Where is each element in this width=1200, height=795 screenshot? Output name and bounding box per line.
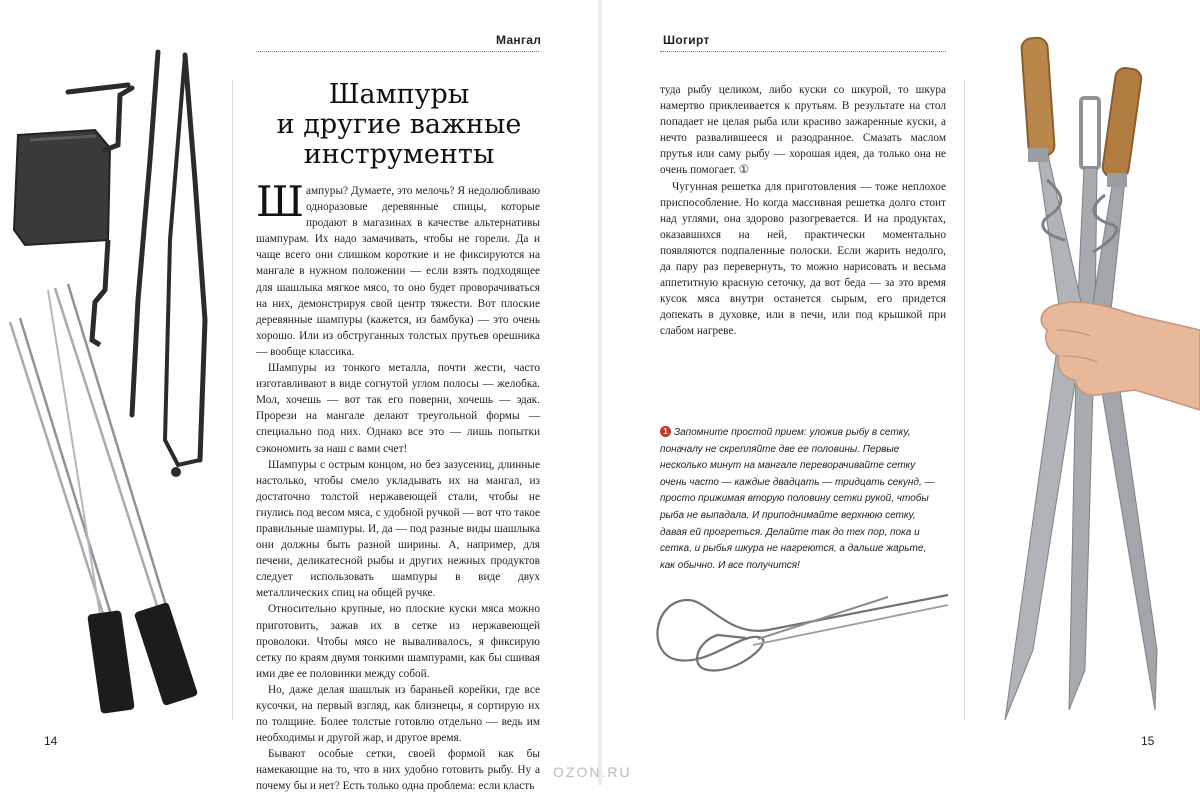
fan-tool-image (14, 85, 132, 345)
running-head-left: Мангал (496, 33, 542, 47)
running-head-right: Шогирт (663, 33, 710, 47)
ozon-watermark: OZON.RU (553, 764, 632, 780)
drop-cap: Ш (256, 177, 304, 226)
paragraph-1-lead: ампуры? Думаете, это мелочь? (305, 185, 455, 197)
tip-note (660, 425, 938, 574)
page-number-left: 14 (44, 734, 58, 748)
tongs-image (132, 52, 205, 477)
book-gutter (598, 0, 602, 785)
wire-skewer-illustration (648, 575, 958, 685)
double-skewers-image (10, 284, 198, 714)
article-column-right (660, 82, 946, 340)
hand-with-skewers-illustration (985, 30, 1200, 730)
column-divider-right (964, 80, 965, 720)
paragraph-1 (256, 177, 541, 360)
header-rule-right (660, 51, 946, 52)
note-text: Запомните простой прием: уложив рыбу в сетку, поначалу не скрепляйте две ее половины. Первые несколько минут на мангале переворачивайте сетку очень часто — каждые двадцать — тридцать секунд, — просто прижимая вторую половину сетки рукой, чтобы рыба не выпадала. И приподнимайте верхнюю сетку, давая ей прогреться. Делайте так до тех пор, пока и сетка, и рыбья шкура не нагреются, а дальше жарьте, как обычно. И все получится! (660, 427, 935, 571)
page-title (256, 80, 542, 170)
paragraph-6: Бывают особые сетки, своей формой как бы намекающие на то, что в них удобно готовить рыбу. Ну а почему бы и нет? Есть только одна проблема: если класть (256, 748, 540, 793)
title-line-3: инструменты (303, 139, 495, 170)
header-rule-left (256, 51, 539, 52)
skewers-image (1005, 98, 1157, 720)
paragraph-1-body: Я недолюбливаю одноразовые деревянные спицы, которые продают в магазинах в качестве альтернативы шампурам. Их надо замачивать, чтобы не горели. Да и чаще всего они слишком короткие и не фиксируются на мангале в нужном положении — если взять подходящее для шашлыка мягкое мясо, то оно будет проворачиваться на них, демонстрируя свой центр тяжести. Вот плоские деревянные шампуры (кажется, из бамбука) — это очень хорошо. Или из обструганных толстых прутьев орешника — вообще классика. (256, 185, 541, 358)
paragraph-8: Чугунная решетка для приготовления — тоже неплохое приспособление. Но когда массивная решетка долго стоит над углями, она здорово разогревается. И на продуктах, оказавшихся на ней, практически моментально появляются подпаленные полоски. Если жарить недолго, да пару раз перевернуть, то можно нарисовать и весьма аппетитную красную сеточку, да вот беда — за это время кусок мяса внутри останется сырым, его придется допекать в духовке, или в печи, или под крышкой при слабом нагреве. (660, 180, 946, 338)
title-line-2: и другие важные (276, 109, 522, 140)
paragraph-4: Относительно крупные, но плоские куски мяса можно приготовить, зажав их в сетке из нержавеющей проволоки. Чтобы мясо не вываливалось, я фиксирую сетку по краям двумя тонкими шампурами, как бы сшивая ими две ее половинки между собой. (256, 603, 540, 680)
note-marker: 1 (660, 426, 671, 437)
page-number-right: 15 (1141, 734, 1155, 748)
paragraph-7: туда рыбу целиком, либо куски со шкурой, то шкура намертво приклеивается к прутьям. В результате на стол попадает не целая рыба или красиво зажаренные куски, а нечто развалившееся и разодранное. Смазать маслом прутья или саму рыбу — хорошая идея, да только она не очень помогает. ① (660, 84, 946, 177)
paragraph-5: Но, даже делая шашлык из бараньей корейки, где все кусочки, на первый взгляд, как близнецы, я сортирую их по толщине. Более толстые готовлю отдельно — ведь им необходимы и другой жар, и другое время. (256, 683, 540, 745)
paragraph-3: Шампуры с острым концом, но без зазусениц, длинные настолько, чтобы смело укладывать их на мангал, из достаточно толстой нержавеющей стали, чтобы не гнулись под весом мяса, с удобной ручкой — вот что такое правильные шампуры. И, да — под разные виды шашлыка они должны быть разной ширины. А, например, для печени, деликатесной рыбы и других нежных продуктов следует использовать шампуры в виде двух металлических спиц на общей ручке. (256, 458, 540, 600)
title-line-1: Шампуры (328, 79, 470, 110)
skewers-and-tools-illustration (0, 40, 240, 720)
article-column-left (256, 177, 541, 795)
paragraph-2: Шампуры из тонкого металла, почти жести, часто изготавливают в виде согнутой углом полосы — желобка. Мол, хочешь — вот так его поверни, хочешь — эдак. Прорези на мангале делают треугольной формы — специально под них. Однако все это — лишь попытки сэкономить за наш с вами счет! (256, 362, 540, 455)
